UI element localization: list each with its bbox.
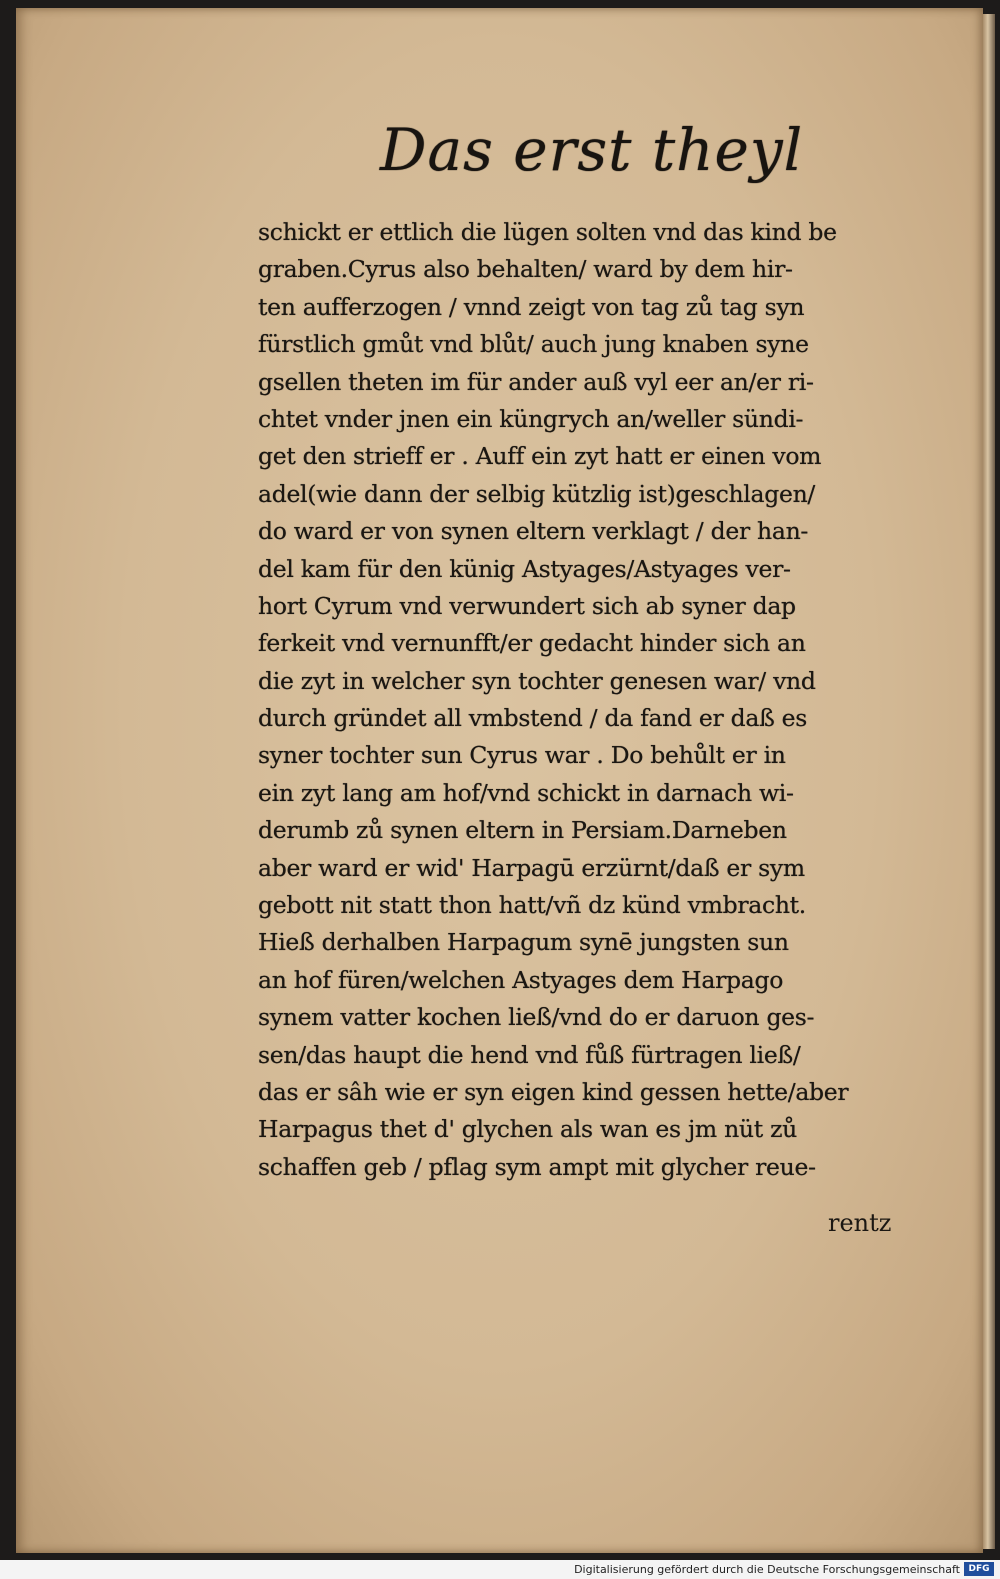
text-line: aber ward er wid' Harpagū erzürnt/daß er sym [258, 853, 805, 882]
text-line: chtet vnder jnen ein küngrych an/weller sündi- [258, 404, 804, 433]
text-line: synem vatter kochen ließ/vnd do er daruon ges- [258, 1003, 815, 1032]
text-line: Hieß derhalben Harpagum synē jungsten sun [258, 928, 789, 957]
text-line: gebott nit statt thon hatt/vñ dz künd vmbracht. [258, 891, 806, 920]
text-line: adel(wie dann der selbig kützlig ist)geschlagen/ [258, 479, 816, 508]
text-line: syner tochter sun Cyrus war . Do behůlt er in [258, 741, 786, 770]
text-line: die zyt in welcher syn tochter genesen war/ vnd [258, 666, 816, 695]
running-header: Das erst theyl [380, 116, 804, 184]
catchword: rentz [828, 1209, 892, 1237]
text-line: Harpagus thet d' glychen als wan es jm nüt zů [258, 1115, 797, 1144]
text-line: gsellen theten im für ander auß vyl eer an/er ri- [258, 367, 814, 396]
text-line: del kam für den künig Astyages/Astyages ver- [258, 554, 791, 583]
footer-credit: Digitalisierung gefördert durch die Deutsche Forschungsgemeinschaft [574, 1563, 960, 1576]
text-line: ferkeit vnd vernunfft/er gedacht hinder sich an [258, 629, 806, 658]
text-line: graben.Cyrus also behalten/ ward by dem hir- [258, 255, 793, 284]
text-line: das er sâh wie er syn eigen kind gessen hette/aber [258, 1077, 849, 1106]
text-line: fürstlich gmůt vnd blůt/ auch jung knaben syne [258, 330, 809, 359]
text-line: an hof füren/welchen Astyages dem Harpago [258, 965, 784, 994]
text-line: ein zyt lang am hof/vnd schickt in darnach wi- [258, 778, 794, 807]
text-line: hort Cyrum vnd verwundert sich ab syner dap [258, 591, 796, 620]
text-line: durch gründet all vmbstend / da fand er daß es [258, 704, 808, 733]
body-text [258, 214, 878, 1186]
text-line: derumb zů synen eltern in Persiam.Darneben [258, 816, 787, 845]
text-line: do ward er von synen eltern verklagt / der han- [258, 517, 809, 546]
page-edge [983, 14, 995, 1549]
text-line: ten aufferzogen / vnnd zeigt von tag zů tag syn [258, 292, 805, 321]
dfg-logo: DFG [964, 1562, 994, 1576]
text-line: schaffen geb / pflag sym ampt mit glycher reue- [258, 1152, 816, 1181]
text-line: get den strieff er . Auff ein zyt hatt er einen vom [258, 442, 822, 471]
text-line: schickt er ettlich die lügen solten vnd das kind be [258, 218, 837, 246]
text-line: sen/das haupt die hend vnd fůß fürtragen ließ/ [258, 1040, 801, 1069]
footer-bar [0, 1560, 1000, 1579]
